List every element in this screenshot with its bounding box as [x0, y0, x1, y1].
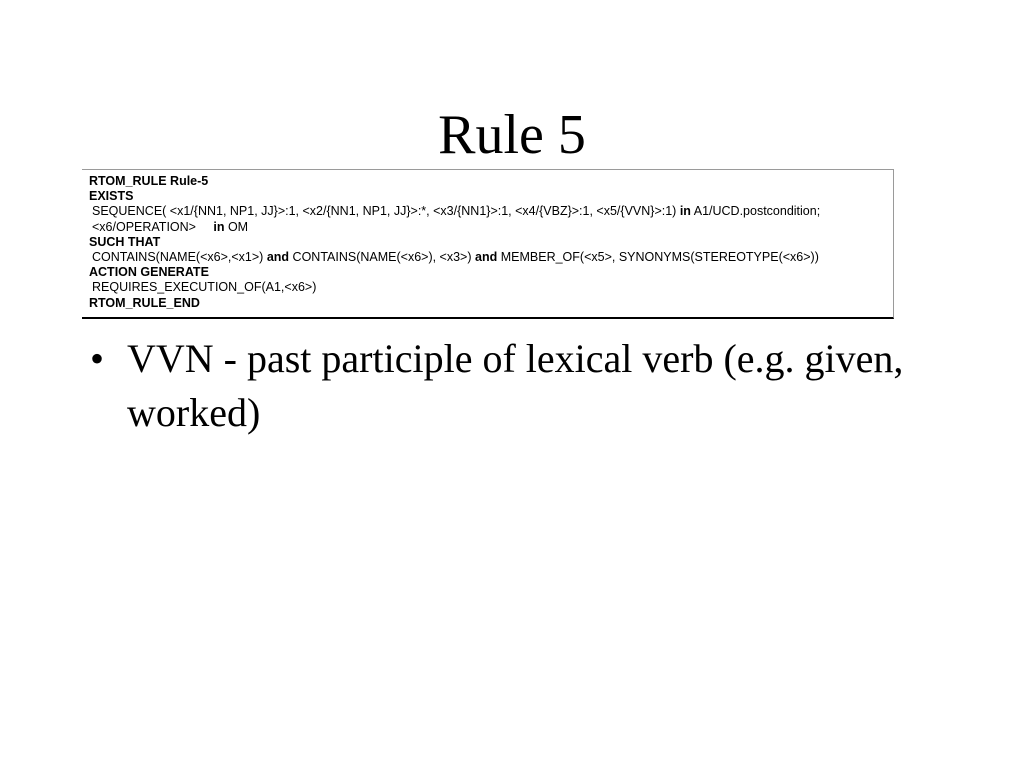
rule-header-line — [89, 174, 893, 189]
member-of-clause: MEMBER_OF(<x5>, SYNONYMS(STEREOTYPE(<x6>)) — [500, 250, 819, 265]
action-generate-keyword: ACTION GENERATE — [89, 265, 209, 280]
operation-in-keyword: in — [213, 219, 225, 234]
bullet-item — [90, 332, 950, 440]
operation-line — [89, 220, 893, 235]
operation-target: OM — [227, 219, 249, 234]
condition-line — [89, 250, 893, 265]
sequence-line — [89, 204, 893, 219]
contains-clause-2: CONTAINS(NAME(<x6>), <x3>) — [292, 250, 472, 265]
sequence-text: SEQUENCE( <x1/{NN1, NP1, JJ}>:1, <x2/{NN1, NP1, JJ}>:*, <x3/{NN1}>:1, <x4/{VBZ}>:1, <x5/{VVN}>:1) — [92, 204, 677, 219]
rule-end-keyword: RTOM_RULE_END — [89, 295, 200, 310]
operation-text: <x6/OPERATION> — [92, 219, 196, 234]
rule-header-name: Rule-5 — [170, 174, 209, 188]
such-that-keyword: SUCH THAT — [89, 234, 161, 249]
bullet-text: VVN - past participle of lexical verb (e.g. given, worked) — [127, 336, 904, 435]
and-keyword-2: and — [475, 250, 498, 265]
slide-title: Rule 5 — [438, 104, 586, 166]
exists-keyword: EXISTS — [89, 189, 134, 204]
sequence-in-keyword: in — [679, 204, 691, 219]
bullet-list — [90, 332, 950, 440]
and-keyword-1: and — [266, 250, 290, 265]
bullet-marker: • — [90, 336, 105, 381]
contains-clause-1: CONTAINS(NAME(<x6>,<x1>) — [92, 250, 264, 265]
rule-header-keyword: RTOM_RULE — [89, 174, 167, 188]
rule-definition-box — [82, 169, 894, 319]
sequence-target: A1/UCD.postcondition; — [693, 204, 821, 219]
requires-execution-line: REQUIRES_EXECUTION_OF(A1,<x6>) — [92, 280, 317, 295]
